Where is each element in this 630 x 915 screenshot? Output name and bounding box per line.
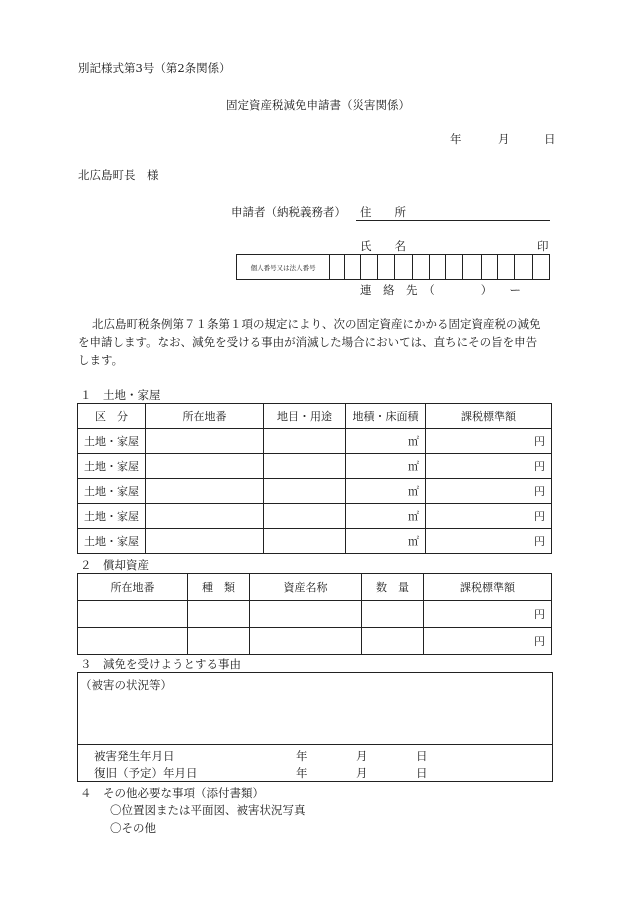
header-quantity: 数 量 (362, 574, 424, 601)
addressee: 北広島町長 様 (78, 168, 159, 182)
id-number-table (236, 254, 550, 280)
header-area: 地積・床面積 (346, 404, 426, 429)
date-day-label: 日 (544, 132, 556, 146)
recovery-day: 日 (416, 766, 428, 780)
table-row (78, 429, 552, 454)
occurrence-month: 月 (356, 749, 368, 763)
asset-name-cell[interactable] (250, 601, 362, 628)
document-title: 固定資産税減免申請書（災害関係） (226, 98, 410, 112)
area-cell[interactable]: ㎡ (346, 529, 426, 554)
body-line-1: 北広島町税条例第７１条第１項の規定により、次の固定資産にかかる固定資産税の減免 (92, 317, 541, 331)
header-type: 種 類 (188, 574, 250, 601)
name-label: 氏 名 (360, 239, 406, 253)
recovery-date-label: 復旧（予定）年月日 (94, 766, 198, 780)
header-category: 区 分 (78, 404, 146, 429)
area-cell[interactable]: ㎡ (346, 429, 426, 454)
category-cell: 土地・家屋 (78, 454, 146, 479)
type-cell[interactable] (188, 601, 250, 628)
occurrence-day: 日 (416, 749, 428, 763)
type-cell[interactable] (188, 628, 250, 655)
address-underline (356, 220, 550, 221)
tax-base-cell[interactable]: 円 (426, 454, 552, 479)
location-cell[interactable] (146, 504, 264, 529)
tax-base-cell[interactable]: 円 (426, 479, 552, 504)
date-month-label: 月 (498, 132, 510, 146)
occurrence-year: 年 (296, 749, 308, 763)
land-building-table (77, 403, 552, 554)
id-digit-cell[interactable] (446, 255, 463, 280)
table-header-row (78, 574, 552, 601)
asset-name-cell[interactable] (250, 628, 362, 655)
quantity-cell[interactable] (362, 628, 424, 655)
category-cell: 土地・家屋 (78, 529, 146, 554)
table-row (78, 504, 552, 529)
location-cell[interactable] (146, 454, 264, 479)
id-digit-cell[interactable] (481, 255, 498, 280)
depreciable-assets-table (77, 573, 552, 655)
id-digit-cell[interactable] (462, 255, 481, 280)
id-digit-cell[interactable] (330, 255, 345, 280)
section2-heading: ２ 償却資産 (80, 558, 149, 572)
land-use-cell[interactable] (264, 429, 346, 454)
header-tax-base: 課税標準額 (424, 574, 552, 601)
id-digit-cell[interactable] (344, 255, 361, 280)
location-cell[interactable] (146, 429, 264, 454)
contact-label: 連 絡 先 （ ） ー (360, 283, 521, 297)
header-tax-base: 課税標準額 (426, 404, 552, 429)
header-location: 所在地番 (146, 404, 264, 429)
tax-base-cell[interactable]: 円 (424, 628, 552, 655)
table-header-row (78, 404, 552, 429)
category-cell: 土地・家屋 (78, 429, 146, 454)
id-digit-cell[interactable] (394, 255, 413, 280)
address-label: 住 所 (360, 205, 406, 219)
area-cell[interactable]: ㎡ (346, 479, 426, 504)
land-use-cell[interactable] (264, 479, 346, 504)
location-cell[interactable] (146, 479, 264, 504)
damage-status-label: （被害の状況等） (80, 678, 172, 692)
date-year-label: 年 (450, 132, 462, 146)
header-land-use: 地目・用途 (264, 404, 346, 429)
body-line-3: します。 (78, 353, 124, 367)
category-cell: 土地・家屋 (78, 479, 146, 504)
id-number-label: 個人番号又は法人番号 (237, 255, 330, 280)
tax-base-cell[interactable]: 円 (426, 529, 552, 554)
location-cell[interactable] (146, 529, 264, 554)
id-digit-cell[interactable] (377, 255, 394, 280)
attachment-item-2: 〇その他 (110, 821, 156, 835)
id-digit-cell[interactable] (429, 255, 446, 280)
tax-base-cell[interactable]: 円 (424, 601, 552, 628)
category-cell: 土地・家屋 (78, 504, 146, 529)
occurrence-date-label: 被害発生年月日 (94, 749, 175, 763)
id-digit-cell[interactable] (413, 255, 430, 280)
section4-heading: ４ その他必要な事項（添付書類） (80, 786, 264, 800)
land-use-cell[interactable] (264, 529, 346, 554)
table-row (78, 601, 552, 628)
section1-heading: １ 土地・家屋 (80, 388, 161, 402)
recovery-month: 月 (356, 766, 368, 780)
seal-mark: 印 (537, 239, 549, 253)
id-digit-cell[interactable] (514, 255, 533, 280)
area-cell[interactable]: ㎡ (346, 454, 426, 479)
applicant-label: 申請者（納税義務者） (231, 205, 346, 219)
area-cell[interactable]: ㎡ (346, 504, 426, 529)
table-row (78, 454, 552, 479)
body-line-2: を申請します。なお、減免を受ける事由が消滅した場合においては、直ちにその旨を申告 (78, 335, 538, 349)
recovery-year: 年 (296, 766, 308, 780)
form-number: 別記様式第3号（第2条関係） (78, 61, 231, 75)
land-use-cell[interactable] (264, 454, 346, 479)
location-cell[interactable] (78, 601, 188, 628)
tax-base-cell[interactable]: 円 (426, 504, 552, 529)
tax-base-cell[interactable]: 円 (426, 429, 552, 454)
table-row (78, 628, 552, 655)
section3-heading: ３ 減免を受けようとする事由 (80, 657, 241, 671)
table-row (78, 529, 552, 554)
land-use-cell[interactable] (264, 504, 346, 529)
header-asset-name: 資産名称 (250, 574, 362, 601)
id-digit-cell[interactable] (498, 255, 515, 280)
attachment-item-1: 〇位置図または平面図、被害状況写真 (110, 803, 306, 817)
location-cell[interactable] (78, 628, 188, 655)
table-row (78, 479, 552, 504)
reason-divider (77, 744, 552, 745)
id-digit-cell[interactable] (533, 255, 550, 280)
quantity-cell[interactable] (362, 601, 424, 628)
header-location: 所在地番 (78, 574, 188, 601)
id-digit-cell[interactable] (361, 255, 378, 280)
